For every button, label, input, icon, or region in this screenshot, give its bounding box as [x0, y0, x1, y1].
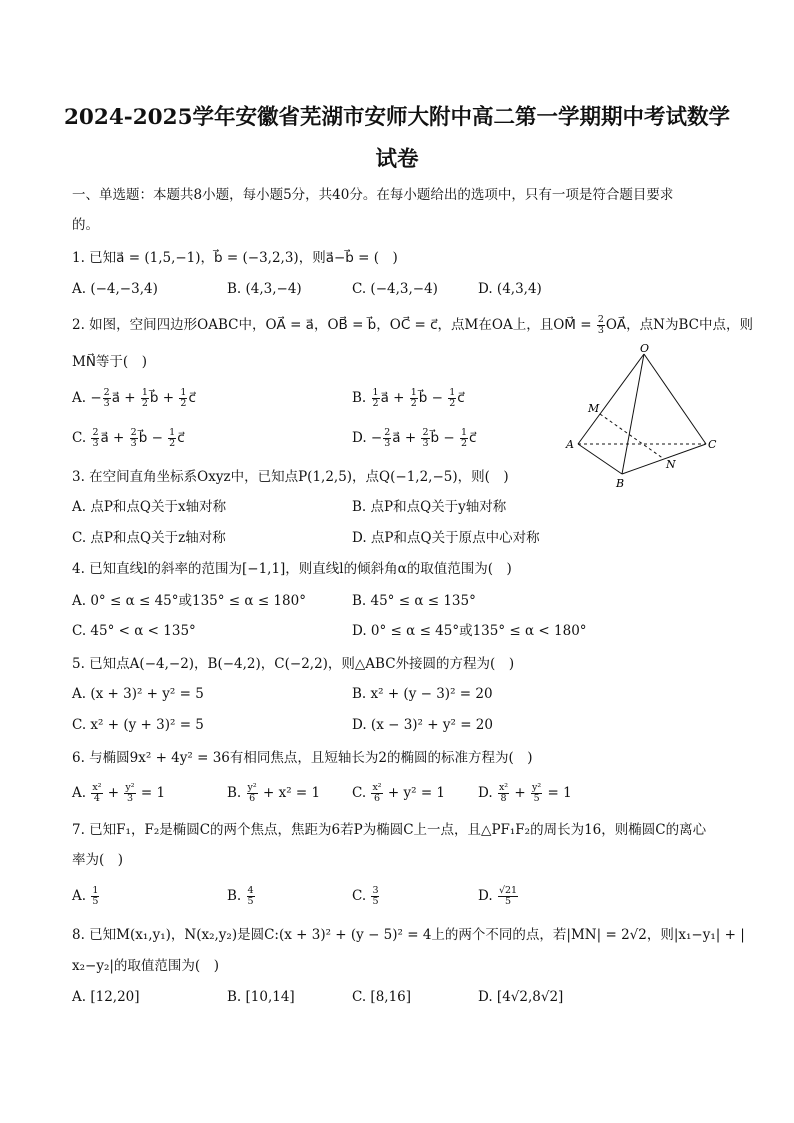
- q5-option-c: C. x² + (y + 3)² = 5: [72, 717, 204, 733]
- q2-option-b: B. $\frac{1}{2}$ a⃗ + $\frac{1}{2}$ b⃗ − $\frac{1}{2}$ c⃗: [352, 387, 465, 409]
- q1-option-a: A. (−4,−3,4): [72, 281, 158, 297]
- q8-stem-line1: 8. 已知M(x₁,y₁)，N(x₂,y₂)是圆C:(x + 3)² + (y − 5)² = 4上的两个不同的点，若|MN| = 2√2，则|x₁−y₁| + |: [72, 927, 745, 943]
- q3-option-d: D. 点P和点Q关于原点中心对称: [352, 530, 540, 546]
- tetrahedron-figure: [560, 342, 730, 492]
- q7-option-b: B. $\frac{4}{5}$: [227, 885, 254, 907]
- q1-option-c: C. (−4,3,−4): [352, 281, 438, 297]
- section-instruction-line2: 的。: [72, 217, 99, 233]
- q2-stem-line1: [72, 315, 753, 336]
- q2-fraction: $\frac{2}{3}$: [597, 314, 604, 336]
- q7-stem-line1: 7. 已知F₁，F₂是椭圆C的两个焦点，焦距为6若P为椭圆C上一点，且△PF₁F₂的周长为16，则椭圆C的离心: [72, 822, 707, 838]
- q3-option-a: A. 点P和点Q关于x轴对称: [72, 499, 227, 515]
- q4-option-a: A. 0° ≤ α ≤ 45°或135° ≤ α ≤ 180°: [72, 593, 306, 609]
- edge-ab: [578, 444, 622, 474]
- q7-stem-line2: 率为( ): [72, 852, 124, 868]
- q7-option-d: D. $\frac{√21}{5}$: [478, 885, 518, 907]
- q4-option-d: D. 0° ≤ α ≤ 45°或135° ≤ α < 180°: [352, 623, 587, 639]
- q5-option-a: A. (x + 3)² + y² = 5: [72, 686, 204, 702]
- q7-option-a: A. $\frac{1}{5}$: [72, 885, 99, 907]
- q3-option-c: C. 点P和点Q关于z轴对称: [72, 530, 226, 546]
- q1-option-d: D. (4,3,4): [478, 281, 542, 297]
- q4-option-b: B. 45° ≤ α ≤ 135°: [352, 593, 476, 609]
- q6-option-d: D. $\frac{\text{x²}}{8}$ + $\frac{\text{y²}}{5}$ = 1: [478, 782, 572, 804]
- q5-stem: 5. 已知点A(−4,−2)，B(−4,2)，C(−2,2)，则△ABC外接圆的方程为( ): [72, 656, 515, 672]
- q5-option-b: B. x² + (y − 3)² = 20: [352, 686, 493, 702]
- q2-option-a: A. − $\frac{2}{3}$ a⃗ + $\frac{1}{2}$ b⃗ + $\frac{1}{2}$ c⃗: [72, 387, 196, 409]
- exam-title-line2: 试卷: [375, 147, 419, 172]
- edge-oa: [578, 354, 644, 444]
- q4-option-c: C. 45° < α < 135°: [72, 623, 196, 639]
- edge-ob: [622, 354, 644, 474]
- q6-option-c: C. $\frac{\text{x²}}{6}$ + y² = 1: [352, 782, 446, 804]
- label-m: M: [588, 402, 600, 415]
- label-n: N: [666, 458, 676, 471]
- q1-stem: 1. 已知a⃗ = (1,5,−1)，b⃗ = (−3,2,3)，则a⃗−b⃗ = ( ): [72, 250, 398, 266]
- label-o: O: [640, 342, 650, 355]
- q6-option-a: A. $\frac{\text{x²}}{4}$ + $\frac{\text{y²}}{3}$ = 1: [72, 782, 166, 804]
- edge-oc: [644, 354, 706, 444]
- q1-option-b: B. (4,3,−4): [227, 281, 302, 297]
- q8-option-b: B. [10,14]: [227, 989, 295, 1005]
- q8-option-d: D. [4√2,8√2]: [478, 989, 564, 1005]
- q8-option-c: C. [8,16]: [352, 989, 412, 1005]
- q7-option-c: C. $\frac{3}{5}$: [352, 885, 379, 907]
- q3-stem: 3. 在空间直角坐标系Oxyz中，已知点P(1,2,5)，点Q(−1,2,−5)，则( ): [72, 469, 509, 485]
- q5-option-d: D. (x − 3)² + y² = 20: [352, 717, 493, 733]
- q2-option-c: C. $\frac{2}{3}$ a⃗ + $\frac{2}{3}$ b⃗ − $\frac{1}{2}$ c⃗: [72, 427, 185, 449]
- exam-title-line1: 2024-2025学年安徽省芜湖市安师大附中高二第一学期期中考试数学: [63, 105, 731, 130]
- q2-stem-head: 2. 如图，空间四边形OABC中，OA⃗ = a⃗，OB⃗ = b⃗，OC⃗ = c⃗，点M在OA上，且OM⃗ =: [72, 317, 596, 333]
- section-instruction-line1: 一、单选题：本题共8小题，每小题5分，共40分。在每小题给出的选项中，只有一项是符合题目要求: [72, 187, 674, 203]
- q6-option-b: B. $\frac{\text{y²}}{6}$ + x² = 1: [227, 782, 321, 804]
- q6-stem: 6. 与椭圆9x² + 4y² = 36有相同焦点，且短轴长为2的椭圆的标准方程为( ): [72, 750, 533, 766]
- label-b: B: [616, 477, 625, 490]
- q2-stem-tail: OA⃗，点N为BC中点，则: [605, 317, 753, 333]
- q8-option-a: A. [12,20]: [72, 989, 140, 1005]
- label-c: C: [708, 438, 717, 451]
- q4-stem: 4. 已知直线l的斜率的范围为[−1,1]，则直线l的倾斜角α的取值范围为( ): [72, 561, 512, 577]
- label-a: A: [566, 438, 574, 451]
- q2-option-d: D. − $\frac{2}{3}$ a⃗ + $\frac{2}{3}$ b⃗ − $\frac{1}{2}$ c⃗: [352, 427, 477, 449]
- q8-stem-line2: x₂−y₂|的取值范围为( ): [72, 958, 219, 974]
- q3-option-b: B. 点P和点Q关于y轴对称: [352, 499, 507, 515]
- q2-stem-line2: MN⃗等于( ): [72, 354, 147, 370]
